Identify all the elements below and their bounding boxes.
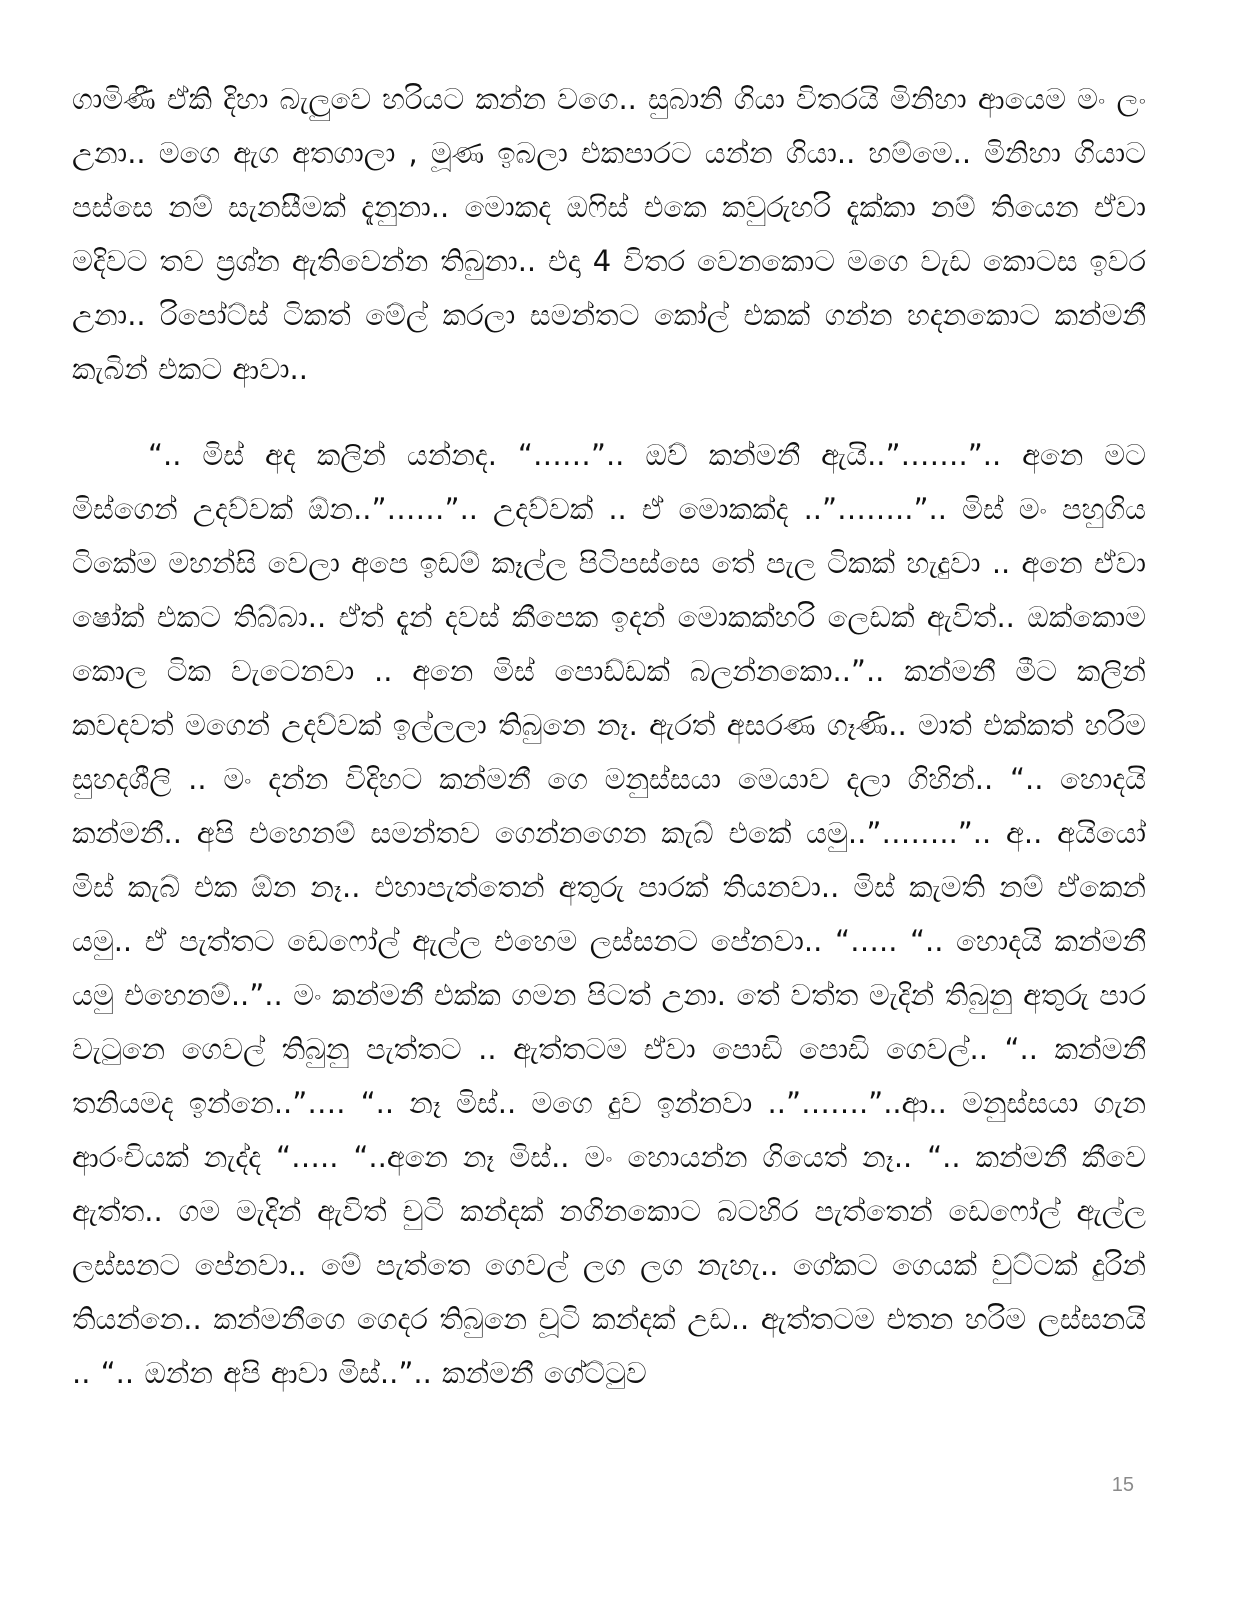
paragraph-1: ගාමිණී ඒකි දිහා බැලුවෙ හරියට කන්න වගෙ.. සුබානි ගියා විතරයි මිනිහා ආයෙම මං ලං උනා.. මගෙ ඇග අතගාලා , මූණ ඉබලා එකපාරට යන්න ගියා.. හම්මෙ.. මිනිහා ගියාට පස්සෙ නම් සැනසීමක් දැනුනා.. මොකද ඔෆිස් එකෙ කවුරුහරි දැක්කා නම් තියෙන ඒවා මදිවට තව ප්‍රශ්න ඇතිවෙන්න තිබුනා.. එදා 4 විතර වෙනකොට මගෙ වැඩ කොටස ඉවර උනා.. රිපෝට්ස් ටිකත් මේල් කරලා සමන්තට කෝල් එකක් ගන්න හදනකොට කන්මනී කැබින් එකට ආවා.. [72,82,1146,386]
page-number: 15 [1111,1474,1134,1496]
body-text [72,72,1146,1400]
paragraph-2: “.. මිස් අද කලින් යන්නද. “……”.. ඔව් කන්මනී ඇයි..”…….”.. අනෙ මට මිස්ගෙන් උදව්වක් ඕන..”……”.. උදව්වක් .. ඒ මොකක්ද ..”……..”.. මිස් මං පහුගිය ටිකේම මහන්සි වෙලා අපෙ ඉඩම් කෑල්ල පිටිපස්සෙ තේ පැල ටිකක් හැදුවා .. අනෙ ඒවා ෂෝක් එකට තිබ්බා.. ඒත් දැන් දවස් කීපෙක ඉදන් මොකක්හරි ලෙඩක් ඇවිත්.. ඔක්කොම කොල ටික වැටෙනවා .. අනෙ මිස් පොඩ්ඩක් බලන්නකො..”.. කන්මනී මීට කලින් කවදවත් මගෙන් උදව්වක් ඉල්ලලා තිබුනෙ නෑ. ඇරත් අසරණ ගෑණි.. මාත් එක්කත් හරිම සුහදශීලි .. මං දන්න විදිහට කන්මනී ගෙ මනුස්සයා මෙයාව දලා ගිහින්.. “.. හොදයි කන්මනී.. අපි එහෙනම් සමන්තව ගෙන්නගෙන කැබ් එකේ යමු..”……..”.. අ.. අයියෝ මිස් කැබ් එක ඕන නෑ.. එහාපැත්තෙන් අතුරු පාරක් තියනවා.. මිස් කැමති නම් ඒකෙන් යමු.. ඒ පැත්තට ඩෙෆෝල් ඇල්ල එහෙම ලස්සනට පේනවා.. “….. “.. හොදයි කන්මනී යමු එහෙනම්..”.. මං කන්මනී එක්ක ගමන පිටත් උනා. තේ වත්ත මැදින් තිබුනු අතුරු පාර වැටුනෙ ගෙවල් තිබුනු පැත්තට .. ඇත්තටම ඒවා පොඩි පොඩි ගෙවල්.. “.. කන්මනී තනියමද ඉන්නෙ..”…. “.. නෑ මිස්.. මගෙ දුව ඉන්නවා ..”…….”..ආ.. මනුස්සයා ගැන ආරංචියක් නැද්ද “….. “..අනෙ නෑ මිස්.. මං හොයන්න ගියෙත් නෑ.. “.. කන්මනී කීවෙ ඇත්ත.. ගම මැදින් ඇවිත් චුටි කන්දක් නගිනකොට බටහිර පැත්තෙන් ඩෙෆෝල් ඇල්ල ලස්සනට පේනවා.. මේ පැත්තෙ ගෙවල් ලග ලග නැහැ.. ගේකට ගෙයක් චුට්ටක් දුරින් තියන්නෙ.. කන්මනීගෙ ගෙදර තිබුනෙ චූටි කන්දක් උඩ.. ඇත්තටම එතන හරිම ලස්සනයි .. “.. ඔන්න අපි ආවා මිස්..”.. කන්මනී ගේට්ටුව [72,438,1146,1390]
